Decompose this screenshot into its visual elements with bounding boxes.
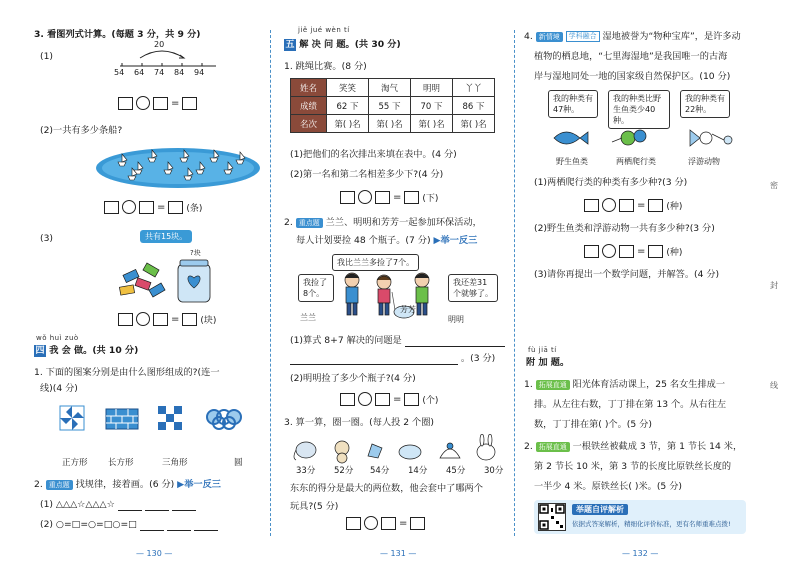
answer-equation: = (块): [118, 312, 216, 326]
kid-name: 明明: [448, 315, 464, 324]
kids-illustration: [336, 270, 446, 320]
qr-code-icon[interactable]: [538, 503, 566, 531]
blank-line[interactable]: [140, 530, 164, 531]
shape-name: 圆: [234, 458, 243, 468]
answer-box[interactable]: [404, 393, 419, 406]
blank-line[interactable]: [118, 510, 142, 511]
answer-equation: = (种): [584, 198, 682, 212]
answer-box[interactable]: [375, 191, 390, 204]
toys-illustration: [290, 434, 510, 464]
price-label: 30分: [484, 466, 504, 476]
speech-bubble: 我比兰兰多捡了7个。: [332, 254, 419, 271]
q3-2-label: (2)一共有多少条船?: [40, 125, 123, 136]
answer-box[interactable]: [619, 199, 634, 212]
speech-bubble: 我捡了8个。: [298, 274, 334, 302]
price-label: 52分: [334, 466, 354, 476]
answer-box[interactable]: [346, 517, 361, 530]
bonus-q1-text3: 数，丁丁排在第( )个。(5 分): [534, 419, 652, 430]
answer-box[interactable]: [340, 191, 355, 204]
operator-circle[interactable]: [136, 96, 150, 110]
answer-box[interactable]: [153, 313, 168, 326]
square-cross-pattern: [158, 406, 182, 430]
blank-line[interactable]: [194, 530, 218, 531]
tick-label: 94: [194, 68, 205, 77]
operator-circle[interactable]: [602, 244, 616, 258]
shape-name: 正方形: [62, 458, 88, 468]
bonus-q2-text2: 第 2 节长 10 米，第 3 节的长度比原铁丝长度的: [534, 461, 732, 472]
table-cell: 丫丫: [453, 79, 495, 97]
numberline-total: 20: [154, 40, 165, 49]
answer-box[interactable]: [104, 201, 119, 214]
table-cell: 笑笑: [327, 79, 369, 97]
practice-link[interactable]: ▶举一反三: [433, 235, 478, 246]
rank-cell[interactable]: 第( )名: [411, 115, 453, 133]
q2-1-text: (1)算式 8+7 解决的问题是: [290, 334, 505, 347]
page-number: — 130 —: [136, 549, 173, 558]
total-badge: 共有15块。: [140, 230, 192, 243]
q2-2-text: (2)明明捡了多少个瓶子?(4 分): [290, 373, 416, 384]
section-title: 我 会 做。(共 10 分): [49, 345, 139, 356]
q1-title: 1. 跳绳比赛。(8 分): [284, 61, 367, 72]
answer-box[interactable]: [182, 313, 197, 326]
answer-box[interactable]: [168, 201, 183, 214]
pattern-row-1: (1) △△△☆△△△☆: [40, 498, 196, 511]
shape-name: 三角形: [162, 458, 188, 468]
pond-illustration: [94, 144, 262, 190]
table-row: [291, 79, 495, 97]
answer-box[interactable]: [410, 517, 425, 530]
q4-1-text2: 线)(4 分): [40, 383, 78, 394]
speech-bubble: 我的种类有22种。: [680, 90, 730, 118]
margin-seal-char: 封: [770, 281, 778, 290]
bonus-q1-text: 1. 拓展直通 阳光体育活动课上，25 名女生排成一: [524, 379, 726, 390]
table-header: 姓名: [291, 79, 327, 97]
q1-2-text: (2)第一名和第二名相差多少下?(4 分): [290, 169, 444, 180]
answer-box[interactable]: [182, 97, 197, 110]
unit-label: (块): [200, 315, 217, 326]
section-number: 五: [285, 39, 295, 50]
q4-3-text: (3)请你再提出一个数学问题，并解答。(4 分): [534, 269, 720, 280]
unit-label: (个): [422, 395, 439, 406]
bonus-heading: 附 加 题。: [526, 357, 570, 368]
answer-box[interactable]: [381, 517, 396, 530]
bonus-q2-text3: 一半少 4 米。原铁丝长( )米。(5 分): [534, 481, 682, 492]
answer-line[interactable]: [290, 364, 458, 365]
operator-circle[interactable]: [602, 198, 616, 212]
q3-1-label: (1): [40, 51, 54, 62]
section-number: 四: [35, 345, 45, 356]
answer-box[interactable]: [584, 245, 599, 258]
q3-title: 3. 算一算，圈一圈。(每人投 2 个圈): [284, 417, 434, 428]
table-cell: 70 下: [411, 97, 453, 115]
blank-line[interactable]: [172, 510, 196, 511]
pattern-images: [50, 404, 270, 434]
answer-box[interactable]: [648, 199, 663, 212]
answer-line[interactable]: [405, 346, 505, 347]
answer-box[interactable]: [375, 393, 390, 406]
shape-name: 长方形: [108, 458, 134, 468]
q4-1-text: (1)两栖爬行类的种类有多少种?(3 分): [534, 177, 688, 188]
table-cell: 淘气: [369, 79, 411, 97]
answer-box[interactable]: [404, 191, 419, 204]
q4-2-text: (2)野生鱼类和浮游动物一共有多少种?(3 分): [534, 223, 715, 234]
unit-label: (种): [666, 247, 683, 258]
answer-equation: = (下): [340, 190, 438, 204]
unit-label: (种): [666, 201, 683, 212]
number-line: [112, 40, 222, 90]
operator-circle[interactable]: [358, 190, 372, 204]
answer-box[interactable]: [139, 201, 154, 214]
extension-tag: 拓展直通: [536, 442, 570, 452]
table-cell: 明明: [411, 79, 453, 97]
score-table: [290, 78, 495, 133]
key-question-tag: 重点题: [46, 480, 73, 490]
operator-circle[interactable]: [358, 392, 372, 406]
table-cell: 62 下: [327, 97, 369, 115]
q2-text2: 每人计划要捡 48 个瓶子。(7 分) ▶举一反三: [296, 235, 478, 246]
answer-box[interactable]: [584, 199, 599, 212]
q3-3-label: (3): [40, 233, 54, 244]
q3-text2: 玩具?(5 分): [290, 501, 339, 512]
jar-label: ?块: [190, 249, 201, 257]
pattern-row-2: (2) ○=□=○=□○=□: [40, 518, 218, 531]
unit-label: (下): [422, 193, 439, 204]
section5-heading: 五 解 决 问 题。(共 30 分): [285, 39, 401, 50]
key-question-tag: 重点题: [296, 218, 323, 228]
q4-text: 4. 新情境 学科融合 湿地被誉为“物种宝库”，是许多动: [524, 31, 741, 42]
blank-line[interactable]: [167, 530, 191, 531]
tick-label: 54: [114, 68, 125, 77]
table-header: 成绩: [291, 97, 327, 115]
brick-pattern: [106, 409, 138, 429]
animal-label: 野生鱼类: [556, 157, 588, 166]
price-label: 54分: [370, 466, 390, 476]
section5-pinyin: jiě jué wèn tí: [298, 26, 350, 34]
unit-label: (条): [186, 203, 203, 214]
q1-1-text: (1)把他们的名次排出来填在表中。(4 分): [290, 149, 457, 160]
operator-circle[interactable]: [122, 200, 136, 214]
q4-text2: 植物的栖息地，“七里海湿地”是我国唯一的古海: [534, 51, 728, 62]
speech-bubble: 我的种类有47种。: [548, 90, 598, 118]
rank-cell[interactable]: 第( )名: [369, 115, 411, 133]
speech-bubble: 我的种类比野生鱼类少40种。: [608, 90, 670, 129]
table-row: [291, 97, 495, 115]
animal-label: 浮游动物: [688, 157, 720, 166]
table-cell: 86 下: [453, 97, 495, 115]
rank-cell[interactable]: 第( )名: [327, 115, 369, 133]
answer-box[interactable]: [118, 97, 133, 110]
operator-circle[interactable]: [364, 516, 378, 530]
price-label: 33分: [296, 466, 316, 476]
animal-label: 两栖爬行类: [616, 157, 656, 166]
section4-heading: [34, 344, 138, 357]
kid-name: 兰兰: [300, 313, 316, 322]
margin-seal-char: 密: [770, 181, 778, 190]
page-number: — 131 —: [380, 549, 417, 558]
price-label: 14分: [408, 466, 428, 476]
practice-link[interactable]: ▶举一反三: [177, 479, 221, 490]
q3-title: 3. 看图列式计算。(每题 3 分，共 9 分): [34, 29, 201, 40]
q2-1-line: 。(3 分): [290, 352, 495, 365]
qr-text: 依据式答案解析，精细化评价标准，更有名师重难点拨!: [572, 520, 731, 528]
column-divider: [270, 30, 271, 536]
q4-1-text: 1. 下面的图案分别是由什么图形组成的?(连一: [34, 367, 220, 378]
answer-equation: =: [118, 96, 197, 110]
speech-bubble: 我还差31个就够了。: [448, 274, 498, 302]
table-header: 名次: [291, 115, 327, 133]
tick-label: 74: [154, 68, 165, 77]
answer-box[interactable]: [648, 245, 663, 258]
answer-equation: = (种): [584, 244, 682, 258]
bonus-q2-text: 2. 拓展直通 一根铁丝被截成 3 节，第 1 节长 14 米，: [524, 441, 743, 452]
margin-seal-char: 线: [770, 381, 778, 390]
qr-title: 举题自评解析: [572, 504, 628, 515]
qr-banner[interactable]: [534, 500, 746, 534]
candy-illustration: [118, 249, 218, 306]
circles-pattern: [207, 410, 241, 429]
subject-tag: 学科融合: [566, 31, 600, 42]
rank-cell[interactable]: 第( )名: [453, 115, 495, 133]
page-number: — 132 —: [622, 549, 659, 558]
answer-box[interactable]: [118, 313, 133, 326]
table-cell: 55 下: [369, 97, 411, 115]
answer-box[interactable]: [340, 393, 355, 406]
section4-pinyin: wǒ huì zuò: [36, 334, 79, 342]
answer-equation: = (条): [104, 200, 202, 214]
tick-label: 84: [174, 68, 185, 77]
answer-box[interactable]: [153, 97, 168, 110]
blank-line[interactable]: [145, 510, 169, 511]
q4-text3: 岸与湿地同处一地的国家级自然保护区。(10 分): [534, 71, 731, 82]
new-context-tag: 新情境: [536, 32, 563, 42]
answer-equation: =: [346, 516, 425, 530]
table-row: [291, 115, 495, 133]
q4-2-text: 2. 重点题 找规律，接着画。(6 分) ▶举一反三: [34, 479, 221, 490]
answer-equation: = (个): [340, 392, 438, 406]
operator-circle[interactable]: [136, 312, 150, 326]
bonus-pinyin: fù jiā tí: [528, 346, 557, 354]
price-label: 45分: [446, 466, 466, 476]
pinwheel-pattern: [60, 406, 84, 430]
q3-text: 东东的得分是最大的两位数，他会套中了哪两个: [290, 483, 483, 494]
column-divider: [514, 30, 515, 536]
answer-box[interactable]: [619, 245, 634, 258]
animals-illustration: [548, 124, 748, 154]
bonus-q1-text2: 排。从左往右数，丁丁排在第 13 个。从右往左: [534, 399, 727, 410]
extension-tag: 拓展直通: [536, 380, 570, 390]
tick-label: 64: [134, 68, 145, 77]
q2-text: 2. 重点题 兰兰、明明和芳芳一起参加环保活动，: [284, 217, 482, 228]
kid-name: 芳芳: [400, 305, 416, 314]
